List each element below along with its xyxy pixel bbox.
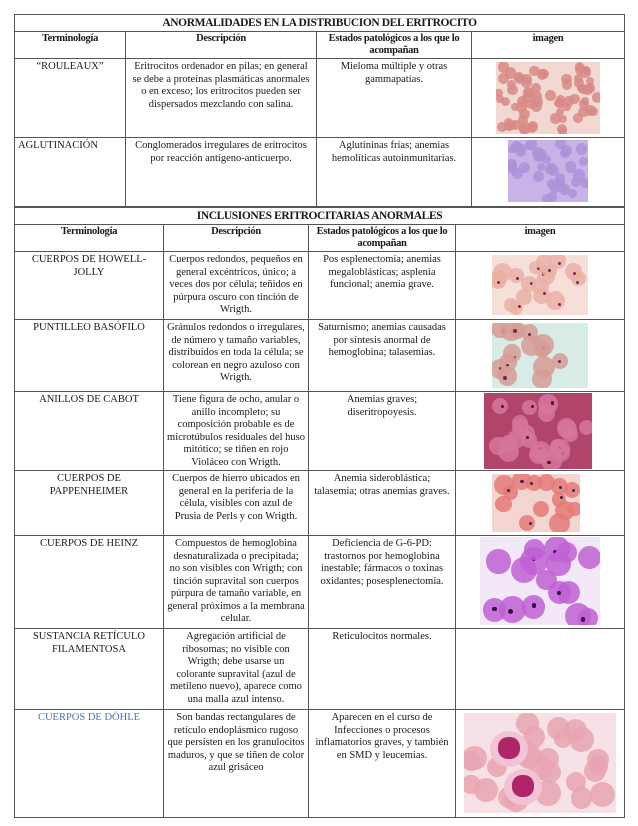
blood-cell xyxy=(503,485,518,500)
blood-cell xyxy=(592,92,600,103)
blood-cell xyxy=(550,443,569,462)
rouleaux-micrograph xyxy=(496,62,600,134)
inclusion-dot xyxy=(518,305,521,308)
table-row xyxy=(15,629,624,710)
term-cell: SUSTANCIA RETÍCULO FILAMENTOSA xyxy=(15,629,164,709)
blood-cell xyxy=(547,179,557,189)
blood-cell xyxy=(474,778,498,802)
table-row xyxy=(15,710,624,818)
blood-cell xyxy=(532,147,542,157)
table-header xyxy=(15,225,624,252)
header-states: Estados patológicos a los que lo acompañan xyxy=(317,32,472,58)
blood-cell xyxy=(559,115,568,124)
desc-cell: Eritrocitos ordenador en pilas; en general se debe a proteínas plasmáticas anormales o en exceso; los eritrocitos pueden ser dispersados mezclando con salina. xyxy=(126,59,317,137)
heinz-bodies-micrograph xyxy=(480,537,600,625)
blood-cell xyxy=(498,366,518,386)
desc-cell: Tiene figura de ocho, anular o anillo incompleto; su composición probable es de microtúbulos residuales del huso mitótico; se tiñen en rojo Violáceo con Wrigth. xyxy=(164,392,309,470)
dohle-bodies-micrograph xyxy=(464,713,616,813)
blood-cell xyxy=(521,77,532,88)
desc-cell: Gránulos redondos o irregulares, de número y tamaño variables, distribuidos en toda la célula; se colorean en negro azuloso con Wrigth. xyxy=(164,320,309,391)
states-cell: Aglutininas frías; anemias hemolíticas autoinmunitarias. xyxy=(317,138,472,206)
pappenheimer-micrograph xyxy=(492,474,580,532)
header-term: Terminología xyxy=(15,225,164,251)
agglutination-micrograph xyxy=(508,140,588,202)
blood-cell xyxy=(568,189,578,199)
header-desc: Descripción xyxy=(126,32,317,58)
inclusion-dot xyxy=(572,489,575,492)
neutrophil-nucleus xyxy=(498,737,520,759)
blood-cell xyxy=(501,97,510,106)
blood-cell xyxy=(492,398,508,414)
blood-cell xyxy=(526,475,542,491)
table-row xyxy=(15,252,624,320)
blood-cell xyxy=(579,420,592,436)
inclusion-dot xyxy=(492,607,496,611)
inclusion-dot xyxy=(526,436,529,439)
image-cell xyxy=(456,252,624,319)
howell-jolly-micrograph xyxy=(492,255,588,315)
states-cell: Mieloma múltiple y otras gammapatías. xyxy=(317,59,472,137)
blood-cell xyxy=(519,515,535,531)
states-cell: Anemia sideroblástica; talasemia; otras anemias graves. xyxy=(309,471,456,535)
header-states: Estados patológicos a los que lo acompañan xyxy=(309,225,456,251)
blood-cell xyxy=(489,437,507,455)
desc-cell: Cuerpos redondos, pequeños en general excéntricos, único; a veces dos por célula; teñidos en púrpura oscuro con tinción de Wrigth. xyxy=(164,252,309,319)
inclusion-dot xyxy=(557,591,561,595)
blood-cell xyxy=(547,717,570,740)
inclusion-dot xyxy=(528,333,531,336)
blood-cell xyxy=(500,323,521,341)
blood-cell xyxy=(565,603,591,625)
blood-cell xyxy=(511,557,537,583)
blood-cell xyxy=(555,501,574,520)
desc-cell: Compuestos de hemoglobina desnaturalizada o precipitada; no son visibles con Wrigth; con tinción supravital son cuerpos púrpura de tamaño variable, en general próximos a la membrana celular. xyxy=(164,536,309,628)
inclusion-dot xyxy=(548,269,551,272)
blood-cell xyxy=(579,157,588,166)
desc-cell: Son bandas rectangulares de retículo endoplásmico rugoso que persisten en los granulocitos maduros, y que se tiñen de color azul grisáceo xyxy=(164,710,309,817)
basophilic-stippling-micrograph xyxy=(492,323,588,388)
blood-cell xyxy=(508,161,517,170)
image-cell xyxy=(456,471,624,535)
term-cell: CUERPOS DE PAPPENHEIMER xyxy=(15,471,164,535)
section-title-distribution: ANORMALIDADES EN LA DISTRIBUCION DEL ERITROCITO xyxy=(15,14,624,32)
states-cell: Aparecen en el curso de Infecciones o procesos inflamatorios graves, y también en SMD y leucemias. xyxy=(309,710,456,817)
inclusion-dot xyxy=(507,489,510,492)
states-cell: Reticulocitos normales. xyxy=(309,629,456,709)
blood-cell xyxy=(519,425,535,441)
blood-cell xyxy=(532,334,554,356)
blood-cell xyxy=(571,787,593,809)
neutrophil-nucleus xyxy=(512,775,534,797)
inclusion-dot xyxy=(503,376,507,380)
term-cell: AGLUTINACIÓN xyxy=(15,138,126,206)
blood-cell xyxy=(509,301,523,315)
blood-cell xyxy=(576,143,587,154)
blood-cell xyxy=(511,142,522,153)
image-cell xyxy=(456,320,624,391)
header-term: Terminología xyxy=(15,32,126,58)
blood-cell xyxy=(532,96,543,107)
table-row xyxy=(15,59,624,138)
table-row xyxy=(15,392,624,471)
term-cell: CUERPOS DE HOWELL-JOLLY xyxy=(15,252,164,319)
header-image: imagen xyxy=(532,33,564,44)
states-cell: Pos esplenectomía; anemias megaloblásticas; asplenia funcional; anemia grave. xyxy=(309,252,456,319)
table-row xyxy=(15,471,624,536)
blood-cell xyxy=(522,400,537,415)
cabot-rings-micrograph xyxy=(484,393,592,469)
blood-cell xyxy=(493,263,512,282)
blood-cell xyxy=(532,369,552,388)
blood-cell xyxy=(542,194,552,202)
blood-cell xyxy=(560,149,569,158)
blood-cell xyxy=(537,69,548,80)
blood-cell xyxy=(497,122,507,132)
desc-cell: Agregación artificial de ribosomas; no visible con Wrigth; debe usarse un colorante supravital (azul de metileno nuevo), aparece como una malla azul intenso. xyxy=(164,629,309,709)
blood-cell xyxy=(538,404,555,421)
image-cell xyxy=(456,629,624,709)
term-cell: ANILLOS DE CABOT xyxy=(15,392,164,470)
blood-cell xyxy=(573,169,585,181)
image-cell xyxy=(456,710,624,817)
states-cell: Deficiencia de G-6-PD: trastornos por hemoglobina inestable; fármacos o toxinas oxidantes; posesplenectomía. xyxy=(309,536,456,628)
blood-cell xyxy=(562,427,578,443)
table-row xyxy=(15,138,624,207)
blood-cell xyxy=(578,546,600,569)
blood-cell xyxy=(533,171,544,182)
blood-cell xyxy=(562,79,573,90)
desc-cell: Cuerpos de hierro ubicados en general en la periferia de la célula, visibles con azul de Prusia de Perls y con Wrigth. xyxy=(164,471,309,535)
inclusion-dot xyxy=(501,405,504,408)
inclusion-dot xyxy=(532,603,536,607)
states-cell: Saturnismo; anemias causadas por síntesis anormal de hemoglobina; talasemias. xyxy=(309,320,456,391)
blood-cell xyxy=(533,501,549,517)
image-cell xyxy=(456,536,624,628)
inclusion-dot xyxy=(529,522,532,525)
table-row xyxy=(15,536,624,629)
blood-cell xyxy=(555,140,566,149)
blood-cell xyxy=(546,163,557,174)
blood-cell xyxy=(562,103,571,112)
header-desc: Descripción xyxy=(164,225,309,251)
blood-cell xyxy=(556,542,578,564)
blood-cell xyxy=(557,124,567,134)
states-cell: Anemias graves; diseritropoyesis. xyxy=(309,392,456,470)
blood-cell xyxy=(528,121,538,131)
document-table xyxy=(14,14,625,818)
blood-cell xyxy=(589,756,609,776)
inclusion-dot xyxy=(513,329,517,333)
blood-cell xyxy=(582,84,593,95)
blood-cell xyxy=(519,125,527,133)
header-image: imagen xyxy=(524,226,556,237)
term-cell: CUERPOS DE HEINZ xyxy=(15,536,164,628)
blood-cell xyxy=(580,66,591,77)
image-cell xyxy=(456,392,624,470)
inclusion-dot xyxy=(520,480,523,483)
inclusion-dot xyxy=(551,401,555,405)
blood-cell xyxy=(590,782,615,807)
term-cell: PUNTILLEO BASÓFILO xyxy=(15,320,164,391)
image-cell xyxy=(472,59,624,137)
section-title-inclusions: INCLUSIONES ERITROCITARIAS ANORMALES xyxy=(15,207,624,225)
term-cell: CUERPOS DE DÖHLE xyxy=(15,710,164,817)
term-cell: “ROULEAUX” xyxy=(15,59,126,137)
image-cell xyxy=(472,138,624,206)
table-row xyxy=(15,320,624,392)
table-header xyxy=(15,32,624,59)
desc-cell: Conglomerados irregulares de eritrocitos por reacción antígeno-anticuerpo. xyxy=(126,138,317,206)
blood-cell xyxy=(486,549,510,573)
blood-cell xyxy=(518,115,528,125)
inclusion-dot xyxy=(531,405,534,408)
